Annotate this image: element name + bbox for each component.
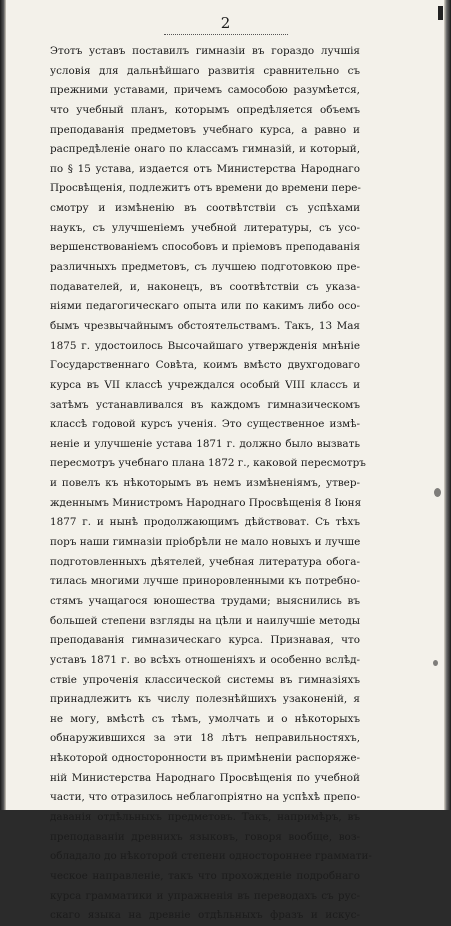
text-line: бымъ чрезвычайнымъ обстоятельствамъ. Такъ, 13 Мая [50, 319, 360, 332]
text-line: различныхъ предметовъ, съ лучшею подготовкою пре- [50, 261, 360, 274]
text-line: Просвѣщенія, подлежитъ отъ времени до времени пере- [50, 182, 361, 195]
text-line: наукъ, съ улучшеніемъ учебной литературы, съ усо- [50, 221, 360, 234]
ink-blot [434, 488, 441, 497]
page-number: 2 [220, 14, 231, 32]
text-line: распредѣленіе онаго по классамъ гимназій, и который, [50, 143, 360, 156]
page-number-rule [164, 34, 288, 35]
text-line: курса въ VII классѣ учреждался особый VIII классъ и [50, 378, 360, 391]
scan-edge-right [444, 0, 451, 810]
text-line: тилась многими лучше приноровленными къ потребно- [50, 575, 360, 588]
text-line: большей степени взгляды на цѣли и наилучшіе методы [50, 614, 360, 627]
text-line: Этотъ уставъ поставилъ гимназіи въ гораздо лучшія [50, 45, 360, 57]
scan-edge-left [0, 0, 6, 810]
text-line: даванія отдѣльныхъ предметовъ. Такъ, напримѣръ, въ [50, 810, 360, 823]
text-line: пересмотръ учебнаго плана 1872 г., каковой пересмотръ [50, 457, 366, 470]
text-line: поръ наши гимназіи пріобрѣли не мало новыхъ и лучше [50, 536, 361, 549]
text-line: неніе и улучшеніе устава 1871 г. должно было вызвать [50, 437, 360, 450]
text-line: смотру и измѣненію въ соотвѣтствіи съ успѣхами [50, 202, 360, 215]
text-line: по § 15 устава, издается отъ Министерства Народнаго [50, 162, 360, 175]
text-line: части, что отразилось неблагопріятно на успѣхѣ препо- [50, 791, 360, 804]
text-line: условія для дальнѣйшаго развитія сравнительно съ [50, 64, 360, 77]
text-line: ческое направленіе, такъ что прохожденіе подробнаго [50, 869, 360, 882]
text-line: ствіе упроченія классической системы въ гимназіяхъ [50, 673, 360, 686]
text-line: прежними уставами, причемъ самособою разумѣется, [50, 84, 360, 97]
text-line: затѣмъ устанавливался въ каждомъ гимназическомъ [50, 398, 360, 411]
text-line: жденнымъ Министромъ Народнаго Просвѣщенія 8 Іюня [50, 496, 362, 509]
body-text [50, 42, 372, 926]
text-line: скаго языка на древніе отдѣльныхъ фразъ и искус- [50, 909, 360, 922]
text-line: и повелъ къ нѣкоторымъ въ немъ измѣненіямъ, утвер- [50, 477, 360, 490]
text-line: преподаванія гимназическаго курса. Признавая, что [50, 634, 360, 647]
text-line: преподаванія предметовъ учебнаго курса, а равно и [50, 123, 360, 136]
text-line: подавателей, и, наконецъ, въ соотвѣтствіи съ указа- [50, 280, 360, 293]
text-line: ніями педагогическаго опыта или по какимъ либо осо- [50, 300, 360, 313]
text-line: вершенствованіемъ способовъ и пріемовъ преподаванія [50, 241, 360, 254]
text-line: обладало до нѣкоторой степени одностороннее граммати- [50, 850, 372, 863]
text-line: преподаваніи древнихъ языковъ, говоря вообще, воз- [50, 830, 360, 843]
text-line: подготовленныхъ дѣятелей, учебная литература обога- [50, 555, 360, 568]
text-line: нѣкоторой односторонности въ примѣненіи распоряже- [50, 752, 360, 765]
text-line: курса грамматики и упражненія въ переводахъ съ рус- [50, 889, 360, 902]
text-line: ній Министерства Народнаго Просвѣщенія по учебной [50, 771, 360, 784]
text-line: Государственнаго Совѣта, коимъ вмѣсто двухгодоваго [50, 359, 360, 372]
text-line: классѣ годовой курсъ ученія. Это существенное измѣ- [50, 418, 360, 431]
text-line: 1877 г. и нынѣ продолжающимъ дѣйствоват. Съ тѣхъ [50, 516, 360, 529]
ink-blot [433, 660, 438, 666]
text-line: обнаружившихся за эти 18 лѣтъ неправильностяхъ, [50, 732, 360, 745]
text-line: что учебный планъ, которымъ опредѣляется объемъ [50, 103, 360, 116]
text-line: уставъ 1871 г. во всѣхъ отношеніяхъ и особенно вслѣд- [50, 653, 360, 666]
text-line: 1875 г. удостоилось Высочайшаго утвержденія мнѣніе [50, 339, 360, 352]
text-line: принадлежитъ къ числу полезнѣйшихъ узаконеній, я [50, 693, 360, 706]
text-line: не могу, вмѣстѣ съ тѣмъ, умолчать и о нѣкоторыхъ [50, 712, 360, 725]
text-line: стямъ учащагося юношества трудами; выяснились въ [50, 594, 360, 607]
